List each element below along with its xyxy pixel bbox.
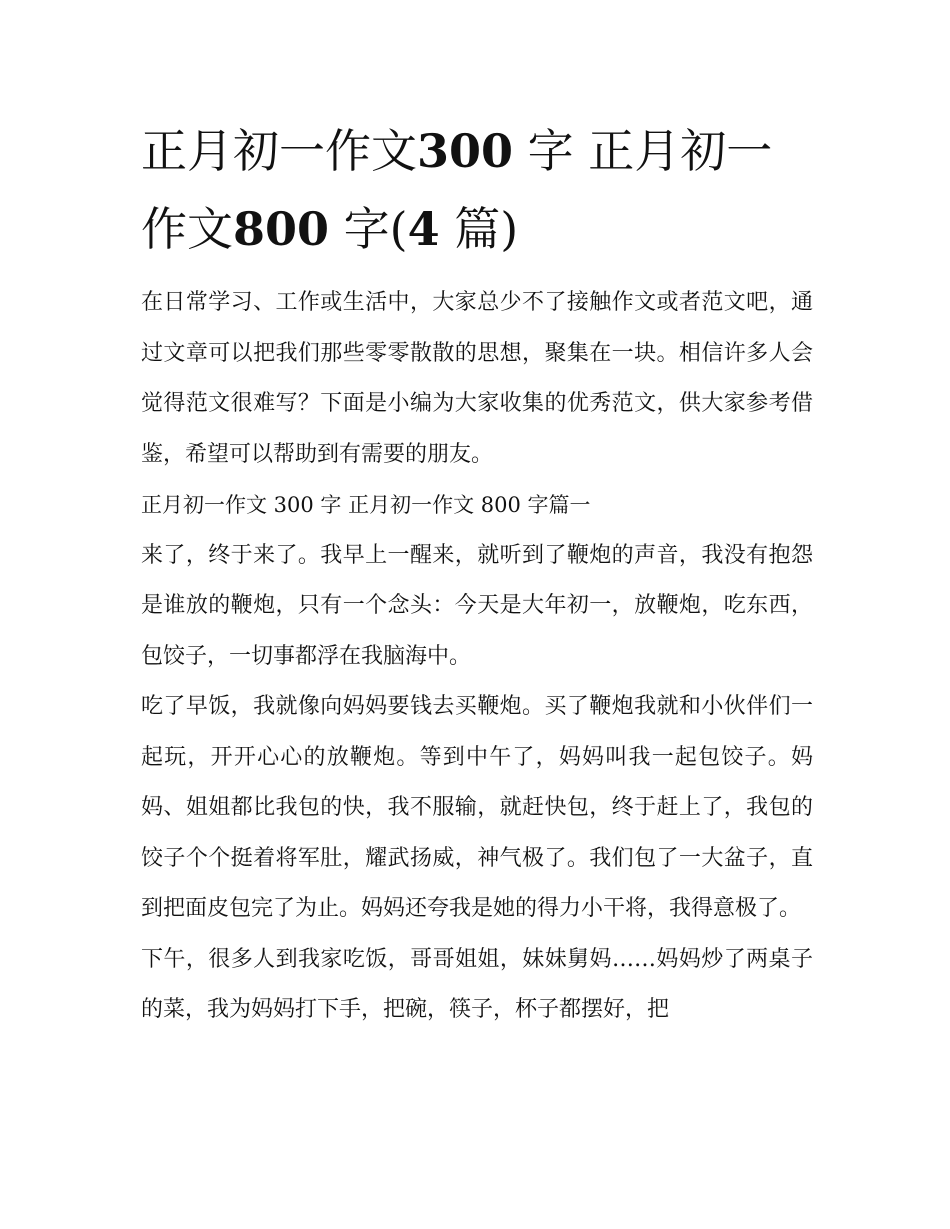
- title-number: 4: [407, 202, 440, 256]
- document-title: [141, 112, 813, 268]
- body-paragraph: 吃了早饭，我就像向妈妈要钱去买鞭炮。买了鞭炮我就和小伙伴们一起玩，开开心心的放鞭炮。等到中午了，妈妈叫我一起包饺子。妈妈、姐姐都比我包的快，我不服输，就赶快包，终于赶上了，我包的饺子个个挺着将军肚，耀武扬威，神气极了。我们包了一大盆子，直到把面皮包完了为止。妈妈还夸我是她的得力小干将，我得意极了。: [141, 694, 813, 921]
- section-heading: 正月初一作文 300 字 正月初一作文 800 字篇一: [141, 493, 591, 517]
- body-paragraph: 下午，很多人到我家吃饭，哥哥姐姐，妹妹舅妈……妈妈炒了两桌子的菜，我为妈妈打下手，把碗，筷子，杯子都摆好，把: [141, 946, 813, 1022]
- title-part: 字(: [329, 202, 408, 256]
- title-part: 正月初一作文: [141, 124, 417, 178]
- title-part: 篇): [439, 202, 519, 256]
- title-part: 字 正月初一作文: [141, 124, 773, 256]
- body-paragraph: 来了，终于来了。我早上一醒来，就听到了鞭炮的声音，我没有抱怨是谁放的鞭炮，只有一个念头：今天是大年初一，放鞭炮，吃东西，包饺子，一切事都浮在我脑海中。: [141, 542, 813, 669]
- intro-paragraph: 在日常学习、工作或生活中，大家总少不了接触作文或者范文吧，通过文章可以把我们那些零零散散的思想，聚集在一块。相信许多人会觉得范文很难写？下面是小编为大家收集的优秀范文，供大家参考借鉴，希望可以帮助到有需要的朋友。: [141, 290, 813, 467]
- document-page: [141, 112, 813, 1036]
- title-number: 300: [417, 124, 514, 178]
- title-number: 800: [233, 202, 330, 256]
